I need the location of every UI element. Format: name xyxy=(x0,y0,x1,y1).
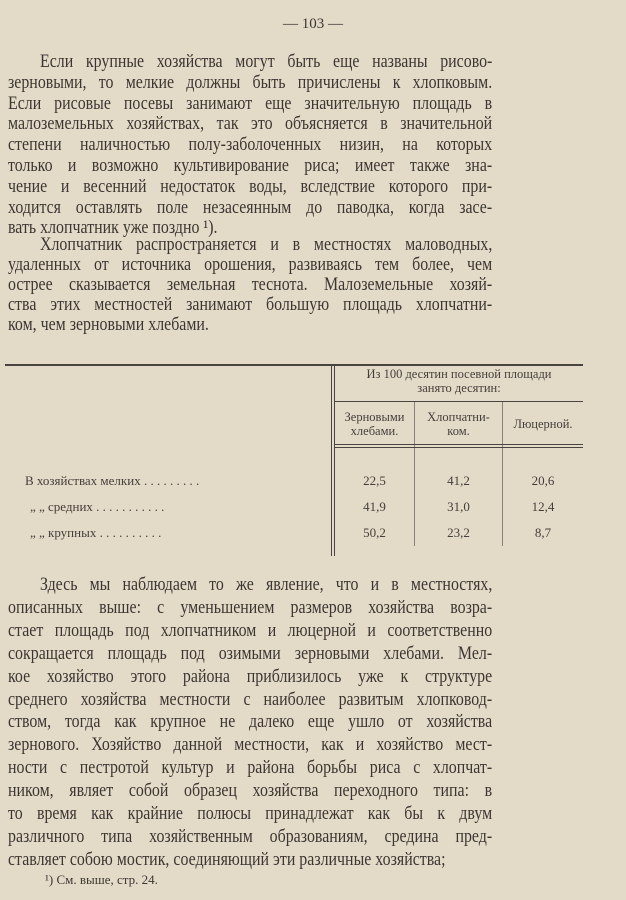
table-cell: 12,4 xyxy=(531,499,555,514)
text-line: вать хлопчатник уже поздно ¹). xyxy=(8,218,218,239)
table-cell: 20,6 xyxy=(531,473,555,488)
text-line: среднего хозяйства местности с наиболее развитым хлопковод- xyxy=(8,689,493,710)
table-cell: 31,0 xyxy=(447,499,470,514)
column-header-line: хлебами. xyxy=(350,424,399,438)
row-label: „ „ средних . . . . . . . . . . . xyxy=(30,499,165,514)
column-header-alfalfa xyxy=(503,417,583,431)
group-header-line: занято десятин: xyxy=(417,381,501,395)
text-line: ности с пестротой культур и района борьбы риса с хлопчат- xyxy=(8,758,493,779)
text-line: малоземельных хозяйствах, так это объясняется в значительной xyxy=(8,114,493,135)
group-header-line: Из 100 десятин посевной площади xyxy=(366,367,552,381)
text-line: Если рисовые посевы занимают еще значительную площадь в xyxy=(8,93,493,114)
text-line: различного типа хозяйственным образованиям, средина пред- xyxy=(8,826,493,847)
table-cell: 22,5 xyxy=(363,473,386,488)
text-line: ком, чем зерновыми хлебами. xyxy=(8,315,209,335)
text-line: ходится оставлять поле незасеянным до паводка, когда засе- xyxy=(8,197,493,218)
row-label: В хозяйствах мелких . . . . . . . . . xyxy=(25,473,200,488)
row-label: „ „ крупных . . . . . . . . . . xyxy=(30,525,162,540)
text-line: только и возможно культивирование риса; имеет также зна- xyxy=(8,156,493,176)
table-header-rule xyxy=(335,401,583,402)
text-line: Хлопчатник распространяется и в местностях маловодных, xyxy=(40,235,493,255)
column-header-line: Зерновыми xyxy=(344,410,405,424)
table-header-rule xyxy=(335,444,583,445)
text-line: зернового. Хозяйство данной местности, как и хозяйство мест- xyxy=(8,735,493,756)
text-line: зерновыми, то мелкие должны быть причислены к хлопковым. xyxy=(8,72,493,93)
table-cell: 23,2 xyxy=(447,525,470,540)
column-header-line: ком. xyxy=(447,424,470,438)
text-line: Если крупные хозяйства могут быть еще названы рисово- xyxy=(40,52,493,72)
text-line: острее сказывается земельная теснота. Малоземельные хозяй- xyxy=(8,275,493,295)
page-number: — 103 — xyxy=(283,16,343,32)
table-cell: 41,9 xyxy=(363,499,386,514)
text-line: ства этих местностей занимают большую площадь хлопчатни- xyxy=(8,295,493,315)
text-line: ставляет собою мостик, соединяющий эти различные хозяйства; xyxy=(8,849,446,870)
table-top-rule xyxy=(5,364,583,366)
column-header-line: Люцерной. xyxy=(513,417,573,431)
text-line: удаленных от источника орошения, развиваясь тем более, чем xyxy=(8,255,493,275)
column-header-cotton xyxy=(415,410,502,438)
table-cell: 50,2 xyxy=(363,525,386,540)
text-line: чение и весенний недостаток воды, вследствие которого при- xyxy=(8,176,493,197)
column-header-line: Хлопчатни- xyxy=(427,410,490,424)
footnote: ¹) См. выше, стр. 24. xyxy=(45,872,158,887)
text-line: описанных выше: с уменьшением размеров хозяйства возра- xyxy=(8,597,493,618)
text-line: стает площадь под хлопчатником и люцерной и соответственно xyxy=(8,620,493,641)
text-line: сокращается площадь под озимыми зерновыми хлебами. Мел- xyxy=(8,643,493,664)
table-header-rule xyxy=(335,447,583,448)
text-line: ством, тогда как крупное не далеко еще ушло от хозяйства xyxy=(8,712,493,733)
text-line: ником, являет собой образец хозяйства переходного типа: в xyxy=(8,781,493,802)
text-line: кое хозяйство этого района приблизилось уже к структуре xyxy=(8,666,493,687)
table-cell: 8,7 xyxy=(534,525,552,540)
table-divider xyxy=(331,366,332,556)
table-cell: 41,2 xyxy=(447,473,470,488)
text-line: Здесь мы наблюдаем то же явление, что и в местностях, xyxy=(40,575,493,595)
column-header-grain xyxy=(335,410,414,438)
text-line: то время как крайние полюсы принадлежат как бы к двум xyxy=(8,804,493,824)
group-header xyxy=(335,367,583,395)
text-line: степени наличностью полу-заболоченных низин, на которых xyxy=(8,135,493,156)
